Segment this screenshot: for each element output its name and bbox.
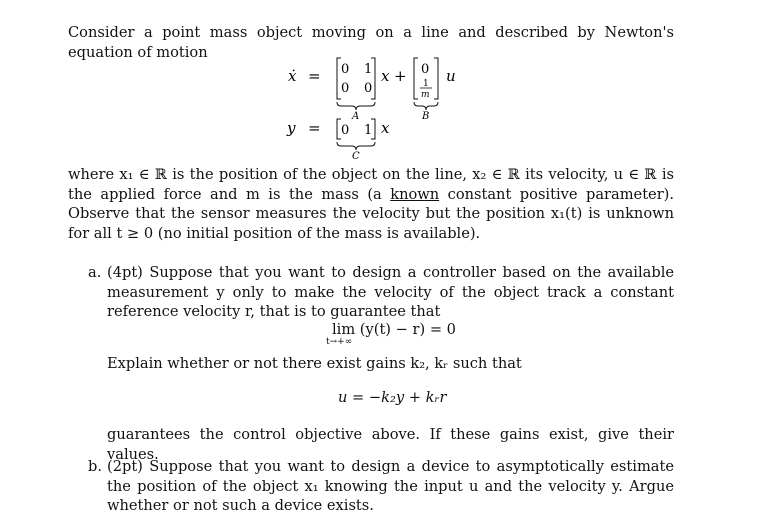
label-b: B xyxy=(422,111,430,122)
matrix-a-22: 0 xyxy=(364,81,373,96)
description-part2: constant positive parameter). Observe that the sensor measures the velocity but the position x₁(t) is unknown for all t ≥ 0 (no initial position of the mass is available). xyxy=(68,185,675,242)
matrix-b-top: 0 xyxy=(421,62,430,77)
label-c: C xyxy=(352,151,360,162)
question-b-text: (2pt) Suppose that you want to design a device to asymptotically estimate the position of the object x₁ knowing the input u and the velocity y. Argue whether or not such a device exists. xyxy=(107,458,674,514)
intro-text: Consider a point mass object moving on a line and described by Newton's equation of motion xyxy=(68,24,674,61)
question-b-marker: b. xyxy=(88,458,102,475)
input-u: u xyxy=(446,67,456,85)
output-lhs: y xyxy=(287,119,296,137)
underbrace-b xyxy=(414,102,438,110)
matrix-b-num: 1 xyxy=(423,79,429,89)
state-space-equations xyxy=(0,55,763,165)
state-x: x xyxy=(381,67,390,85)
question-a-text: (4pt) Suppose that you want to design a controller based on the available measurement y only to make the velocity of the object track a constant reference velocity r, that is to guarantee that xyxy=(107,264,674,320)
matrix-b-den: m xyxy=(421,90,430,100)
label-a: A xyxy=(352,111,360,122)
question-a-explain xyxy=(88,354,674,374)
control-law xyxy=(338,389,446,406)
limit-main: lim (y(t) − r) = 0 xyxy=(332,321,456,338)
equals-sign-2: = xyxy=(308,119,321,137)
matrix-a-21: 0 xyxy=(341,81,350,96)
description-part1: where x₁ ∈ ℝ is the position of the object on the line, x₂ ∈ ℝ its velocity, u ∈ ℝ is the applied force and m is the mass (a xyxy=(68,166,674,203)
state-lhs: ẋ xyxy=(288,67,297,85)
limit-equation xyxy=(332,321,456,338)
question-b xyxy=(88,457,674,516)
limit-sub: t→+∞ xyxy=(326,337,353,347)
control-law-text: u = −k₂y + kᵣr xyxy=(338,389,447,406)
guarantee-text: guarantees the control objective above. If these gains exist, give their values. xyxy=(107,426,674,463)
explain-text: Explain whether or not there exist gains k₂, kᵣ such that xyxy=(107,355,522,372)
underbrace-c xyxy=(337,142,375,150)
matrix-a-12: 1 xyxy=(364,62,373,77)
known-underlined: known xyxy=(390,185,440,203)
question-a xyxy=(88,263,674,322)
description-paragraph xyxy=(68,165,674,243)
equals-sign-1: = xyxy=(308,67,321,85)
matrix-c-1: 0 xyxy=(341,123,350,138)
limit-subscript xyxy=(326,337,352,347)
matrix-a-11: 0 xyxy=(341,62,350,77)
matrix-c-2: 1 xyxy=(364,123,373,138)
output-x: x xyxy=(381,119,390,137)
plus-sign: + xyxy=(394,67,407,85)
underbrace-a xyxy=(337,102,375,110)
question-a-marker: a. xyxy=(88,264,102,281)
